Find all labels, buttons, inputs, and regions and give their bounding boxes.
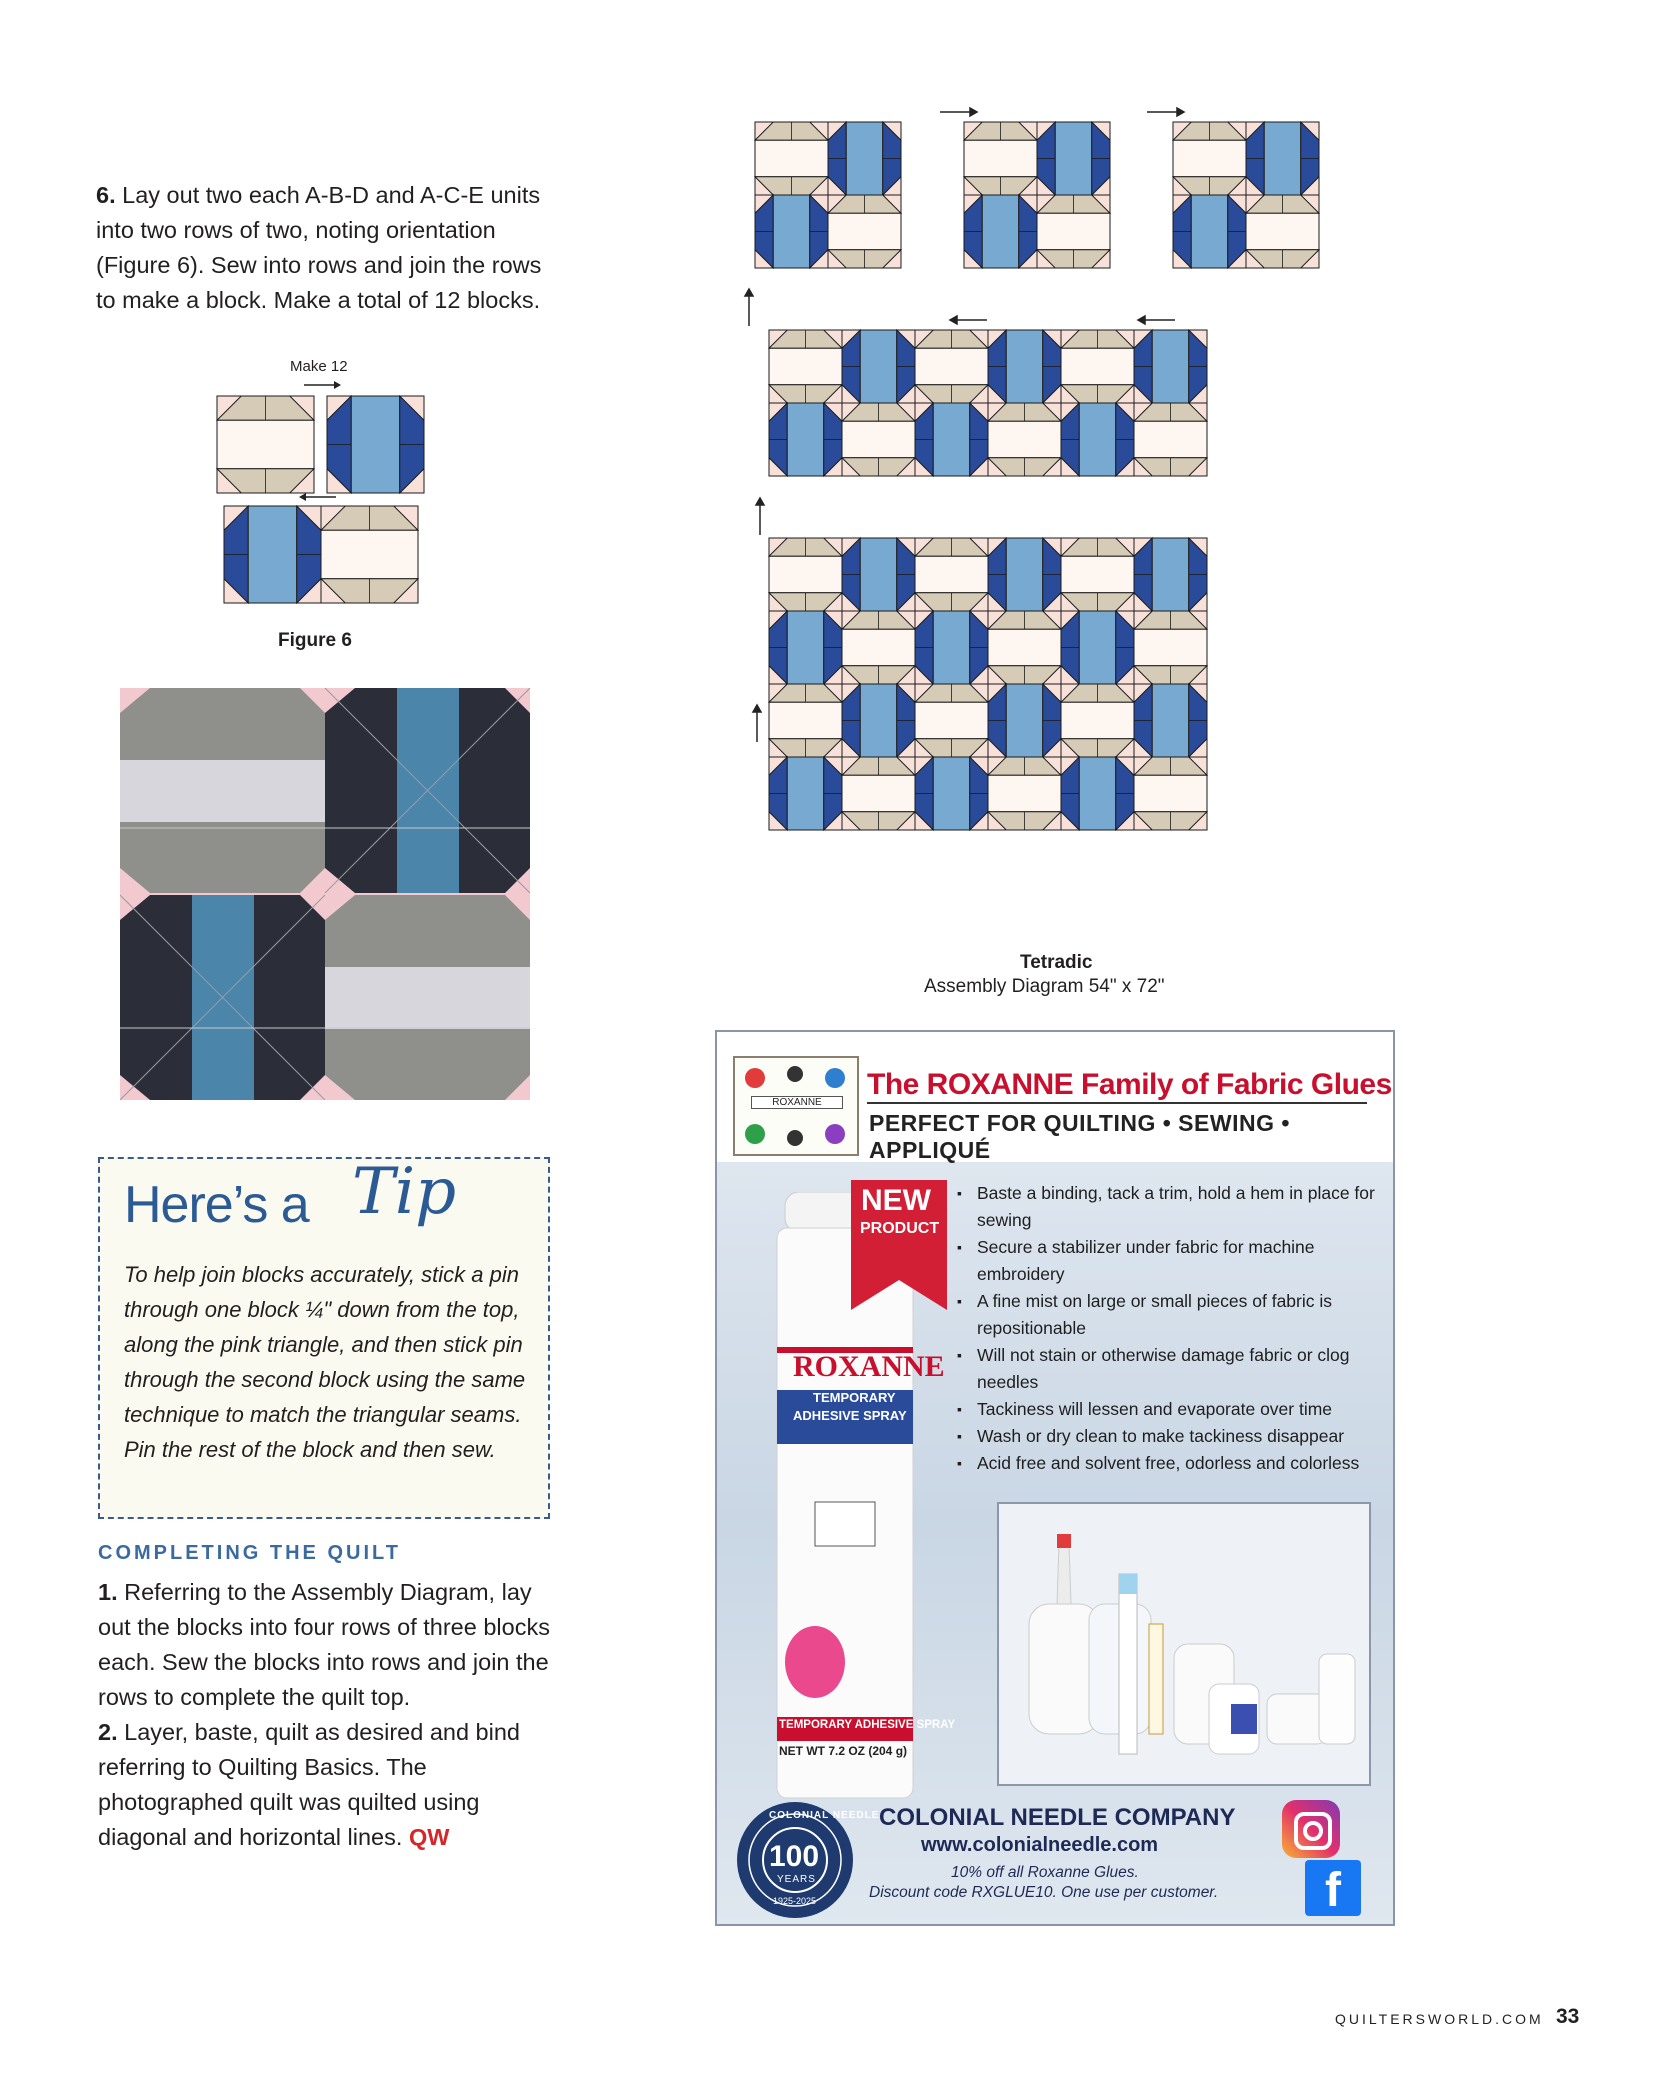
can-band: TEMPORARY ADHESIVE SPRAY [779, 1719, 956, 1731]
badge-product: PRODUCT [860, 1220, 940, 1237]
seal-years: YEARS [777, 1874, 816, 1885]
tan-unit [842, 403, 915, 476]
ad-offer-line1: 10% off all Roxanne Glues. [951, 1864, 1139, 1881]
seal-dates: 1925-2025 [773, 1896, 817, 1906]
badge-new: NEW [861, 1184, 931, 1217]
tan-unit [1246, 195, 1319, 268]
tan-unit [321, 506, 418, 603]
completing-heading: COMPLETING THE QUILT [98, 1542, 401, 1564]
tan-unit [1061, 330, 1134, 403]
navy-unit [769, 403, 842, 476]
navy-unit [1061, 403, 1134, 476]
can-label-adhesive: ADHESIVE SPRAY [793, 1408, 907, 1423]
ad-url-link[interactable]: www.colonialneedle.com [921, 1834, 1159, 1856]
navy-unit [1037, 122, 1110, 195]
figure6-diagram [210, 372, 432, 612]
tip-body: To help join blocks accurately, stick a pin through one block ¼" down from the top, along the pink triangle, and then stick pin through the second block using the same technique to match the triangular seams. Pin the rest of the block and then sew. [124, 1262, 526, 1462]
tip-title-script: Tip [352, 1155, 457, 1229]
navy-unit [988, 330, 1061, 403]
navy-unit [915, 757, 988, 830]
tan-unit [1134, 403, 1207, 476]
tan-unit [828, 195, 901, 268]
ad-bullet-list [957, 1180, 1377, 1477]
tan-unit [915, 538, 988, 611]
tan-unit [755, 122, 828, 195]
completing-step2-text: Layer, baste, quilt as desired and bind referring to Quilting Basics. The photographed quilt was quilted using diagonal and horizontal lines. [98, 1719, 520, 1850]
navy-unit [769, 757, 842, 830]
ad-bullet: ▪ A fine mist on large or small pieces of fabric is repositionable [957, 1288, 1377, 1342]
navy-unit [1061, 611, 1134, 684]
tan-unit [988, 757, 1061, 830]
page-number: 33 [1556, 2005, 1580, 2028]
roxanne-logo [733, 1056, 859, 1156]
ad-header [717, 1032, 1393, 1162]
navy-unit [1134, 330, 1207, 403]
navy-unit [1173, 195, 1246, 268]
navy-unit [769, 611, 842, 684]
ad-bullet: ▪ Will not stain or otherwise damage fabric or clog needles [957, 1342, 1377, 1396]
navy-unit [915, 611, 988, 684]
navy-unit [915, 403, 988, 476]
figure6-make-label: Make 12 [290, 358, 348, 375]
tan-unit [769, 538, 842, 611]
tan-unit [217, 396, 314, 493]
glue-products-image [997, 1502, 1371, 1786]
ad-bullet: ▪ Baste a binding, tack a trim, hold a hem in place for sewing [957, 1180, 1377, 1234]
tan-unit [964, 122, 1037, 195]
figure6-units [217, 396, 424, 603]
tip-box [98, 1157, 550, 1519]
ad-bullet: ▪ Secure a stabilizer under fabric for machine embroidery [957, 1234, 1377, 1288]
completing-step1-text: Referring to the Assembly Diagram, lay out the blocks into four rows of three blocks each. Sew the blocks into rows and join the rows to complete the quilt top. [98, 1579, 550, 1710]
navy-unit [1246, 122, 1319, 195]
step6-number: 6. [96, 182, 116, 208]
ad-title-rule [867, 1102, 1367, 1104]
ad-offer-line2: Discount code RXGLUE10. One use per customer. [869, 1884, 1219, 1901]
completing-step2-number: 2. [98, 1719, 118, 1745]
assembly-diagram [735, 100, 1375, 940]
navy-unit [1134, 684, 1207, 757]
navy-unit [842, 684, 915, 757]
navy-unit [1134, 538, 1207, 611]
navy-unit [224, 506, 321, 603]
navy-unit [842, 538, 915, 611]
tan-unit [842, 757, 915, 830]
tan-unit [769, 330, 842, 403]
tan-unit [1061, 684, 1134, 757]
navy-unit [327, 396, 424, 493]
tan-unit [1134, 611, 1207, 684]
quilt-block-photo [120, 688, 530, 1100]
ad-title: The ROXANNE Family of Fabric Glues [867, 1068, 1392, 1101]
navy-unit [988, 538, 1061, 611]
assembly-title: Tetradic [1020, 952, 1093, 973]
can-brand: ROXANNE [793, 1350, 945, 1383]
navy-unit [1061, 757, 1134, 830]
navy-unit [988, 684, 1061, 757]
navy-unit [755, 195, 828, 268]
qw-signoff: QW [408, 1824, 450, 1850]
ad-bullet: ▪ Wash or dry clean to make tackiness disappear [957, 1423, 1377, 1450]
ad-bullet: ▪ Tackiness will lessen and evaporate over time [957, 1396, 1377, 1423]
roxanne-advertisement[interactable] [715, 1030, 1395, 1926]
completing-step1-number: 1. [98, 1579, 118, 1605]
tan-unit [988, 403, 1061, 476]
seal-top-text: COLONIAL NEEDLE [769, 1810, 880, 1821]
tan-unit [988, 611, 1061, 684]
tan-unit [915, 684, 988, 757]
figure6-caption: Figure 6 [278, 630, 352, 651]
ad-bullet: ▪ Acid free and solvent free, odorless and colorless [957, 1450, 1377, 1477]
can-label-temporary: TEMPORARY [813, 1390, 896, 1405]
navy-unit [828, 122, 901, 195]
seal-number: 100 [769, 1840, 820, 1873]
step6-paragraph [96, 178, 566, 318]
instagram-icon[interactable] [1282, 1800, 1340, 1858]
can-weight: NET WT 7.2 OZ (204 g) [779, 1744, 908, 1758]
tip-title: Here’s a [124, 1176, 309, 1234]
tan-unit [1134, 757, 1207, 830]
roxanne-logo-word: ROXANNE [751, 1096, 843, 1109]
tan-unit [769, 684, 842, 757]
navy-unit [964, 195, 1037, 268]
ad-company-name: COLONIAL NEEDLE COMPANY [879, 1804, 1236, 1831]
assembly-units [755, 122, 1319, 830]
ad-subtitle: PERFECT FOR QUILTING • SEWING • APPLIQUÉ [869, 1110, 1290, 1163]
tan-unit [842, 611, 915, 684]
tan-unit [1037, 195, 1110, 268]
step6-text: Lay out two each A-B-D and A-C-E units into two rows of two, noting orientation (Figure 6). Sew into rows and join the rows to make a block. Make a total of 12 blocks. [96, 182, 542, 313]
completing-body [98, 1575, 558, 1855]
tan-unit [1061, 538, 1134, 611]
assembly-subtitle: Assembly Diagram 54" x 72" [924, 976, 1165, 997]
navy-unit [842, 330, 915, 403]
tan-unit [1173, 122, 1246, 195]
facebook-icon[interactable]: f [1305, 1860, 1361, 1916]
tan-unit [915, 330, 988, 403]
footer-site: QUILTERSWORLD.COM [1335, 2011, 1544, 2027]
